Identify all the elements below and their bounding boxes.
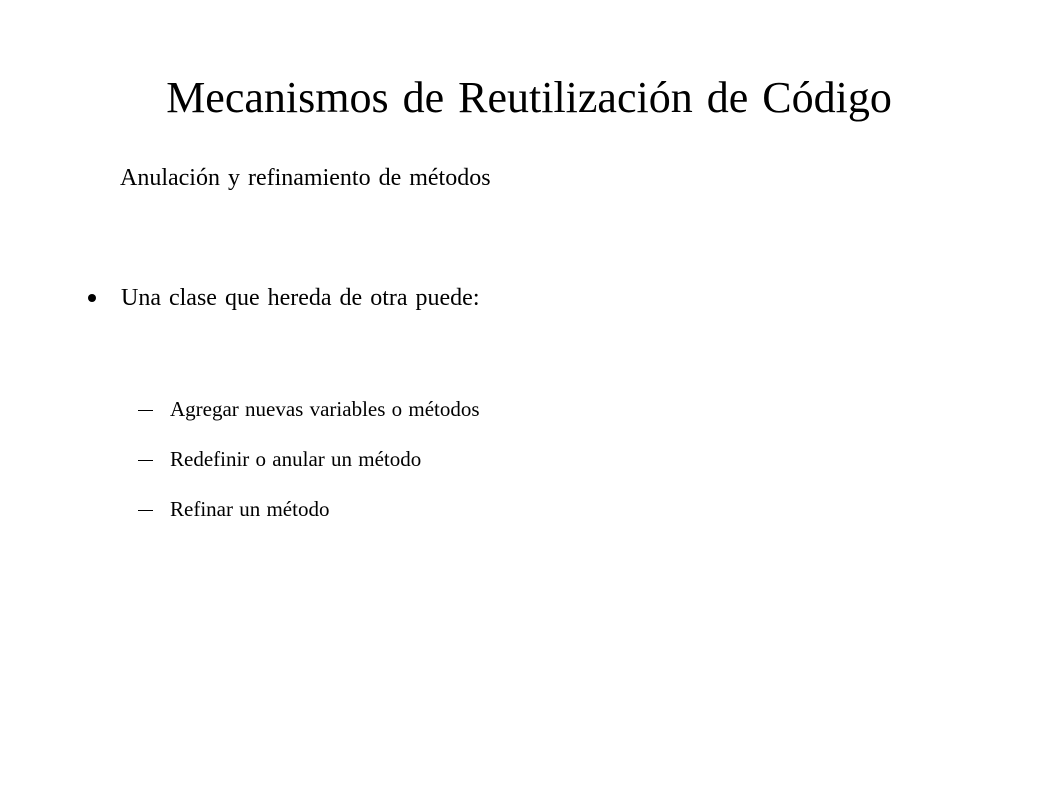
slide-subtitle: Anulación y refinamiento de métodos: [120, 165, 491, 191]
dash-icon: [138, 510, 153, 511]
sub-bullet-text: Redefinir o anular un método: [170, 447, 422, 471]
bullet-dot-icon: [88, 294, 96, 302]
slide-title: Mecanismos de Reutilización de Código: [166, 73, 892, 122]
bullet-text: Una clase que hereda de otra puede:: [121, 285, 480, 311]
sub-bullet-text: Agregar nuevas variables o métodos: [170, 397, 480, 421]
dash-icon: [138, 460, 153, 461]
dash-icon: [138, 410, 153, 411]
sub-bullet-text: Refinar un método: [170, 497, 330, 521]
